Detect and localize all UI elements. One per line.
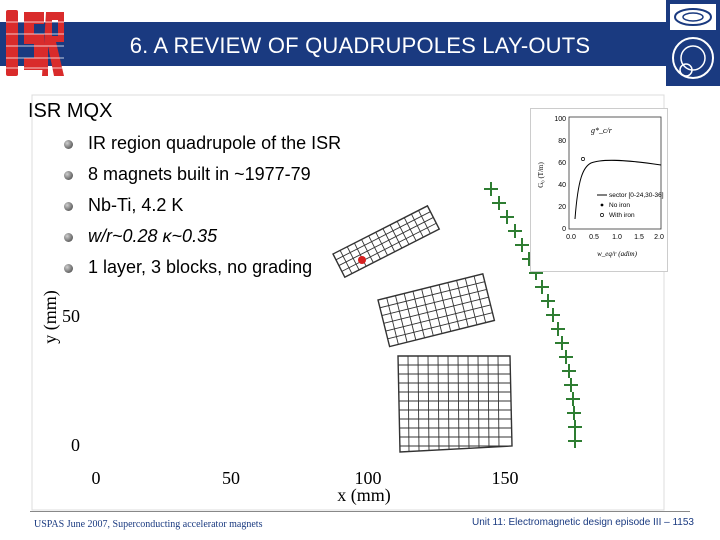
gradient-inset-chart — [530, 108, 668, 272]
x-tick-label: 150 — [491, 468, 519, 488]
section-title: ISR MQX — [28, 100, 113, 122]
x-tick-label: 100 — [354, 468, 382, 488]
bullet-text: w/r~0.28 κ~0.35 — [88, 226, 218, 246]
footer-unit: Unit 11: Electromagnetic design episode III – 1153 — [472, 517, 694, 528]
slide-title: 6. A REVIEW OF QUADRUPOLES LAY-OUTS — [129, 33, 591, 58]
y-axis-label: y (mm) — [40, 290, 60, 344]
inset-y-label: G₀ (T/m) — [537, 162, 545, 188]
inset-point — [581, 157, 584, 160]
inset-x-tick: 2.0 — [654, 234, 664, 241]
bullet-text: 1 layer, 3 blocks, no grading — [88, 257, 313, 277]
x-axis-label: x (mm) — [337, 485, 391, 505]
inset-x-tick: 0.5 — [589, 234, 599, 241]
inset-x-tick: 0.0 — [566, 234, 576, 241]
inset-legend-item: sector [0-24,30-36] — [609, 192, 664, 199]
coil-block-outer — [398, 356, 512, 452]
x-tick-label: 50 — [222, 468, 240, 488]
inset-legend-item: No iron — [609, 202, 630, 209]
inset-y-tick: 0 — [562, 226, 566, 233]
coil-block-inner — [333, 206, 439, 277]
legend-swatch — [601, 204, 604, 207]
footer-course: USPAS June 2007, Superconducting accelerator magnets — [34, 519, 263, 530]
inset-x-label: w_eq/r (adim) — [597, 250, 637, 258]
bullet-text: 8 magnets built in ~1977-79 — [88, 164, 311, 184]
legend-swatch — [600, 213, 603, 216]
bullet-text: Nb-Ti, 4.2 K — [88, 195, 184, 215]
inset-y-tick: 60 — [558, 160, 566, 167]
bullet-text: IR region quadrupole of the ISR — [88, 133, 342, 153]
coil-block-middle — [378, 274, 494, 347]
inset-curve — [575, 160, 661, 219]
footer-rule — [30, 511, 690, 512]
inset-y-tick: 40 — [558, 182, 566, 189]
inset-y-tick: 100 — [554, 116, 566, 123]
inset-y-tick: 20 — [558, 204, 566, 211]
y-tick-label: 50 — [62, 306, 80, 326]
reference-point-marker — [358, 256, 366, 264]
inset-x-tick: 1.5 — [634, 234, 644, 241]
x-tick-label: 0 — [91, 468, 101, 488]
inset-formula: g*_c/r — [591, 126, 612, 135]
inset-y-tick: 80 — [558, 138, 566, 145]
y-tick-label: 0 — [71, 435, 80, 455]
inset-legend-item: With iron — [609, 212, 635, 219]
inset-x-tick: 1.0 — [612, 234, 622, 241]
